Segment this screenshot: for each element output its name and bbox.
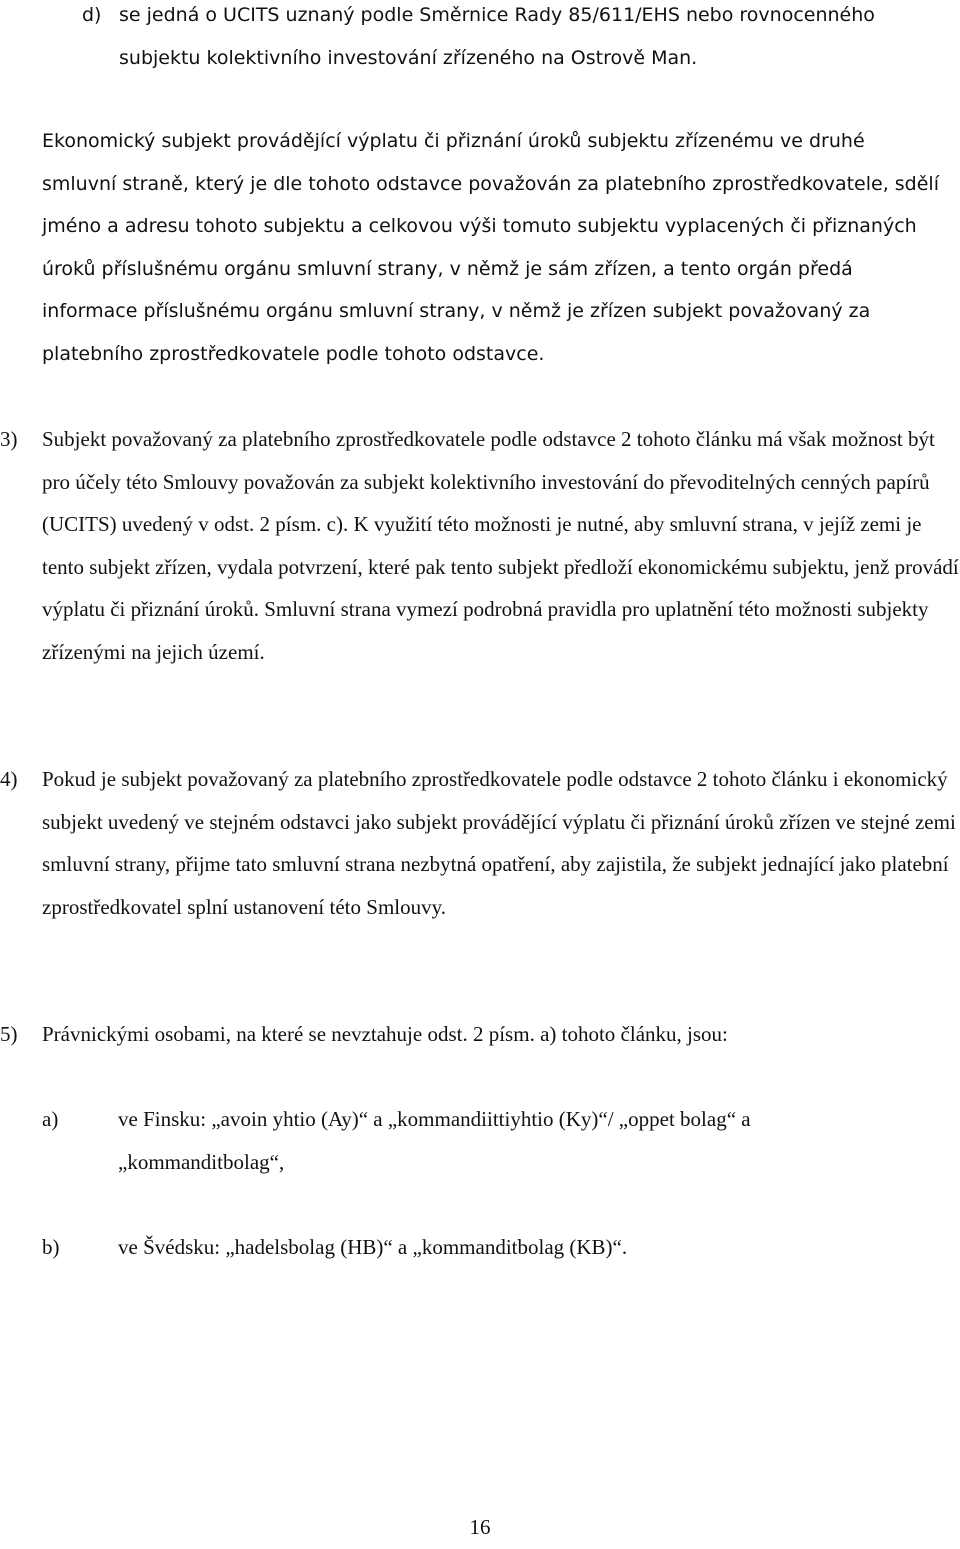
sub-marker-a: a) <box>42 1107 59 1131</box>
paragraph-economic-text: Ekonomický subjekt provádějící výplatu či přiznání úroků subjektu zřízenému ve druhé smluvní straně, který je dle tohoto odstavce považován za platebního zprostředkovatele, sdělí jméno a adresu tohoto subjektu a celkovou výši tomuto subjektu vyplacených či přiznaných úroků příslušnému orgánu smluvní strany, v němž je sám zřízen, a tento orgán předá informace příslušnému orgánu smluvní strany, v němž je zřízen subjekt považovaný za platebního zprostředkovatele podle tohoto odstavce. <box>42 130 939 365</box>
page-number: 16 <box>469 1515 491 1539</box>
sub-text-a: ve Finsku: „avoin yhtio (Ay)“ a „kommandiittiyhtio (Ky)“/ „oppet bolag“ a „kommanditbolag“, <box>118 1107 751 1174</box>
list-text-3: Subjekt považovaný za platebního zprostředkovatele podle odstavce 2 tohoto článku má však možnost být pro účely této Smlouvy považován za subjekt kolektivního investování do převoditelných cenných papírů (UCITS) uvedený v odst. 2 písm. c). K využití této možnosti je nutné, aby smluvní strana, v jejíž zemi je tento subjekt zřízen, vydala potvrzení, které pak tento subjekt předloží ekonomickému subjektu, jenž provádí výplatu či přiznání úroků. Smluvní strana vymezí podrobná pravidla pro uplatnění této možnosti subjekty zřízenými na jejich území. <box>42 427 959 664</box>
list-marker-3: 3) <box>0 427 18 451</box>
list-item-d <box>82 0 942 79</box>
list-item-3 <box>0 418 960 673</box>
paragraph-economic-subject <box>42 120 942 375</box>
list-marker-4: 4) <box>0 767 18 791</box>
list-marker-5: 5) <box>0 1022 18 1046</box>
list-text-5: Právnickými osobami, na které se nevztahuje odst. 2 písm. a) tohoto článku, jsou: <box>42 1022 728 1046</box>
sub-item-b <box>42 1226 922 1269</box>
list-marker-d: d) <box>82 4 102 26</box>
sub-marker-b: b) <box>42 1235 60 1259</box>
list-text-4: Pokud je subjekt považovaný za platebního zprostředkovatele podle odstavce 2 tohoto článku i ekonomický subjekt uvedený ve stejném odstavci jako subjekt provádějící výplatu či přiznání úroků zřízen ve stejné zemi smluvní strany, přijme tato smluvní strana nezbytná opatření, aby zajistila, že subjekt jednající jako platební zprostředkovatel splní ustanovení této Smlouvy. <box>42 767 956 919</box>
list-item-5 <box>0 1013 960 1056</box>
sub-text-b: ve Švédsku: „hadelsbolag (HB)“ a „kommanditbolag (KB)“. <box>118 1235 628 1259</box>
list-item-4 <box>0 758 960 928</box>
list-text-d: se jedná o UCITS uznaný podle Směrnice Rady 85/611/EHS nebo rovnocenného subjektu kolektivního investování zřízeného na Ostrově Man. <box>119 4 875 69</box>
sub-item-a <box>42 1098 922 1183</box>
